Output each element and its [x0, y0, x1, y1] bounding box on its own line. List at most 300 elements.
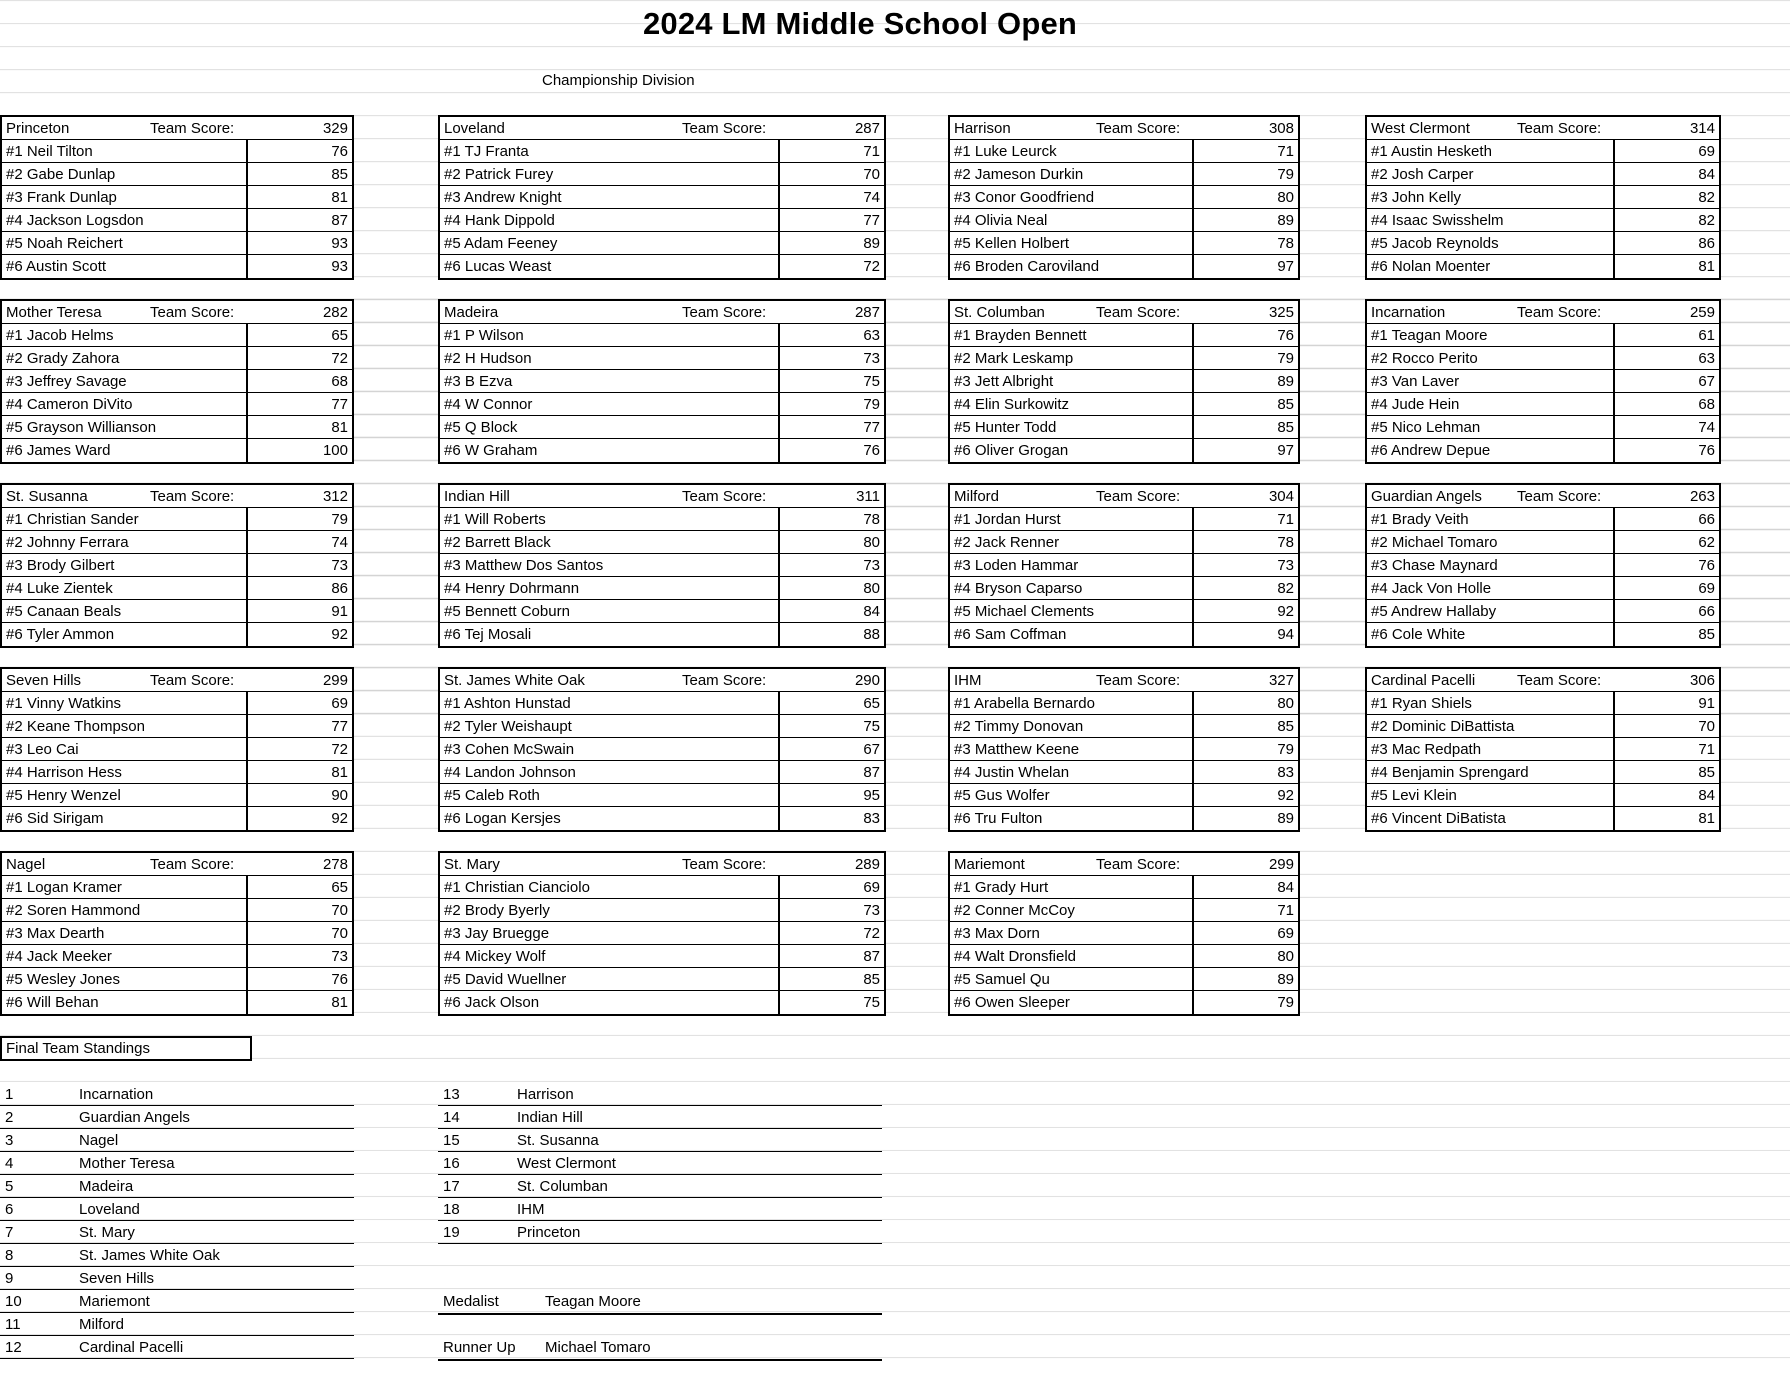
standings-team: St. Susanna — [517, 1132, 599, 1149]
team-score: 289 — [854, 856, 880, 873]
player-score: 93 — [331, 258, 348, 275]
player-row — [440, 991, 884, 1014]
standings-team: Milford — [79, 1316, 125, 1333]
team-score: 259 — [1689, 304, 1715, 321]
player-row — [1367, 784, 1719, 807]
team-name: West Clermont — [1371, 120, 1470, 137]
standings-rank: 18 — [443, 1201, 460, 1218]
player-score: 75 — [863, 373, 880, 390]
player-row — [950, 692, 1298, 715]
standings-row — [0, 1175, 354, 1198]
standings-row — [438, 1175, 882, 1198]
player-name: #5 Q Block — [440, 416, 780, 438]
player-row — [2, 324, 352, 347]
player-name: #2 Barrett Black — [440, 531, 780, 553]
player-row — [950, 807, 1298, 830]
player-row — [950, 600, 1298, 623]
player-name: #2 Jack Renner — [950, 531, 1194, 553]
team-header-row — [950, 853, 1298, 876]
standings-team: Madeira — [79, 1178, 134, 1195]
player-score: 90 — [331, 787, 348, 804]
player-score: 71 — [1277, 902, 1294, 919]
player-row — [2, 232, 352, 255]
team-score-label: Team Score: — [682, 488, 767, 505]
player-score: 82 — [1698, 189, 1715, 206]
team-score: 263 — [1689, 488, 1715, 505]
player-score: 81 — [1698, 258, 1715, 275]
team-score-label: Team Score: — [1096, 120, 1181, 137]
player-score: 92 — [1277, 603, 1294, 620]
player-name: #5 Noah Reichert — [2, 232, 248, 254]
standings-team: Harrison — [517, 1086, 574, 1103]
team-score: 287 — [854, 304, 880, 321]
player-row — [950, 255, 1298, 278]
player-score: 77 — [331, 396, 348, 413]
player-score: 65 — [863, 695, 880, 712]
player-score: 76 — [863, 442, 880, 459]
team-header-row — [2, 301, 352, 324]
player-row — [1367, 393, 1719, 416]
player-row — [2, 922, 352, 945]
player-score: 65 — [331, 879, 348, 896]
player-row — [2, 393, 352, 416]
player-name: #6 Nolan Moenter — [1367, 255, 1615, 278]
player-row — [440, 945, 884, 968]
player-name: #6 Cole White — [1367, 623, 1615, 646]
standings-row — [438, 1221, 882, 1244]
player-row — [440, 209, 884, 232]
player-row — [1367, 600, 1719, 623]
player-name: #5 Michael Clements — [950, 600, 1194, 622]
player-score: 89 — [1277, 212, 1294, 229]
team-card — [1365, 115, 1721, 280]
team-name: Harrison — [954, 120, 1011, 137]
team-score-label: Team Score: — [1517, 304, 1602, 321]
player-name: #2 Soren Hammond — [2, 899, 248, 921]
team-score-label: Team Score: — [1096, 304, 1181, 321]
player-score: 84 — [1277, 879, 1294, 896]
player-row — [950, 945, 1298, 968]
player-score: 63 — [1698, 350, 1715, 367]
player-score: 92 — [1277, 787, 1294, 804]
player-name: #4 Mickey Wolf — [440, 945, 780, 967]
player-score: 69 — [331, 695, 348, 712]
team-header-row — [950, 669, 1298, 692]
player-score: 94 — [1277, 626, 1294, 643]
standings-rank: 3 — [5, 1132, 14, 1149]
standings-row — [438, 1106, 882, 1129]
player-score: 66 — [1698, 603, 1715, 620]
player-row — [440, 692, 884, 715]
runner-up-label: Runner Up — [443, 1339, 516, 1356]
player-name: #3 Matthew Dos Santos — [440, 554, 780, 576]
player-name: #4 Jack Meeker — [2, 945, 248, 967]
standings-team: St. Columban — [517, 1178, 608, 1195]
player-row — [950, 899, 1298, 922]
player-score: 85 — [1698, 626, 1715, 643]
standings-team: Cardinal Pacelli — [79, 1339, 184, 1356]
player-row — [440, 623, 884, 646]
player-name: #2 Tyler Weishaupt — [440, 715, 780, 737]
player-score: 62 — [1698, 534, 1715, 551]
player-score: 66 — [1698, 511, 1715, 528]
player-name: #2 Grady Zahora — [2, 347, 248, 369]
player-name: #1 Ryan Shiels — [1367, 692, 1615, 714]
player-score: 84 — [1698, 787, 1715, 804]
player-name: #6 James Ward — [2, 439, 248, 462]
player-row — [2, 761, 352, 784]
player-score: 77 — [863, 212, 880, 229]
player-name: #1 Brayden Bennett — [950, 324, 1194, 346]
player-row — [1367, 416, 1719, 439]
player-name: #2 Mark Leskamp — [950, 347, 1194, 369]
standings-row — [0, 1290, 354, 1313]
team-card — [0, 483, 354, 648]
player-score: 79 — [1277, 350, 1294, 367]
player-score: 91 — [1698, 695, 1715, 712]
player-row — [1367, 554, 1719, 577]
player-score: 72 — [863, 258, 880, 275]
player-score: 70 — [863, 166, 880, 183]
player-name: #5 Canaan Beals — [2, 600, 248, 622]
player-row — [2, 209, 352, 232]
player-row — [440, 761, 884, 784]
player-row — [950, 186, 1298, 209]
standings-team: Mother Teresa — [79, 1155, 175, 1172]
player-name: #1 Jordan Hurst — [950, 508, 1194, 530]
player-score: 73 — [331, 948, 348, 965]
player-name: #3 Max Dearth — [2, 922, 248, 944]
player-name: #1 Logan Kramer — [2, 876, 248, 898]
player-name: #6 Vincent DiBatista — [1367, 807, 1615, 830]
player-score: 85 — [331, 166, 348, 183]
standings-rank: 11 — [5, 1316, 21, 1333]
player-row — [2, 738, 352, 761]
player-row — [2, 554, 352, 577]
standings-row — [0, 1129, 354, 1152]
player-name: #4 Isaac Swisshelm — [1367, 209, 1615, 231]
player-row — [950, 531, 1298, 554]
team-name: Nagel — [6, 856, 46, 873]
player-row — [950, 232, 1298, 255]
player-name: #6 Oliver Grogan — [950, 439, 1194, 462]
player-name: #6 W Graham — [440, 439, 780, 462]
player-score: 68 — [1698, 396, 1715, 413]
standings-row — [0, 1336, 354, 1359]
team-header-row — [2, 669, 352, 692]
player-name: #3 John Kelly — [1367, 186, 1615, 208]
standings-row — [0, 1198, 354, 1221]
player-score: 85 — [1698, 764, 1715, 781]
team-name: Seven Hills — [6, 672, 82, 689]
player-score: 82 — [1698, 212, 1715, 229]
player-row — [2, 899, 352, 922]
team-card — [948, 483, 1300, 648]
team-score: 306 — [1689, 672, 1715, 689]
player-name: #2 Josh Carper — [1367, 163, 1615, 185]
team-score-label: Team Score: — [1096, 856, 1181, 873]
standings-row — [0, 1267, 354, 1290]
player-row — [1367, 232, 1719, 255]
player-score: 71 — [1698, 741, 1715, 758]
player-score: 72 — [331, 350, 348, 367]
team-name: Mother Teresa — [6, 304, 102, 321]
player-name: #3 Matthew Keene — [950, 738, 1194, 760]
player-row — [440, 416, 884, 439]
player-row — [950, 922, 1298, 945]
player-row — [440, 370, 884, 393]
player-row — [1367, 255, 1719, 278]
player-name: #6 Jack Olson — [440, 991, 780, 1014]
player-row — [2, 255, 352, 278]
team-card — [0, 115, 354, 280]
player-row — [1367, 209, 1719, 232]
team-score-label: Team Score: — [1517, 672, 1602, 689]
player-score: 81 — [331, 764, 348, 781]
team-score: 314 — [1689, 120, 1715, 137]
player-name: #2 Conner McCoy — [950, 899, 1194, 921]
player-name: #5 Hunter Todd — [950, 416, 1194, 438]
player-row — [1367, 508, 1719, 531]
player-score: 61 — [1698, 327, 1715, 344]
player-name: #4 Cameron DiVito — [2, 393, 248, 415]
player-row — [950, 991, 1298, 1014]
player-score: 76 — [1698, 557, 1715, 574]
player-row — [440, 255, 884, 278]
player-row — [440, 715, 884, 738]
player-name: #2 Jameson Durkin — [950, 163, 1194, 185]
player-name: #5 Levi Klein — [1367, 784, 1615, 806]
team-name: IHM — [954, 672, 982, 689]
team-card — [0, 667, 354, 832]
player-name: #5 Andrew Hallaby — [1367, 600, 1615, 622]
team-card — [0, 851, 354, 1016]
team-card — [438, 115, 886, 280]
player-score: 93 — [331, 235, 348, 252]
player-row — [440, 899, 884, 922]
standings-rank: 16 — [443, 1155, 460, 1172]
standings-row — [0, 1106, 354, 1129]
player-score: 81 — [331, 189, 348, 206]
player-score: 68 — [331, 373, 348, 390]
team-card — [948, 299, 1300, 464]
player-score: 78 — [863, 511, 880, 528]
player-name: #2 Brody Byerly — [440, 899, 780, 921]
standings-rank: 12 — [5, 1339, 22, 1356]
player-row — [440, 232, 884, 255]
player-score: 73 — [863, 557, 880, 574]
team-name: Incarnation — [1371, 304, 1446, 321]
player-row — [950, 784, 1298, 807]
player-name: #3 Leo Cai — [2, 738, 248, 760]
player-score: 79 — [1277, 994, 1294, 1011]
player-row — [950, 324, 1298, 347]
player-score: 76 — [331, 971, 348, 988]
team-header-row — [440, 853, 884, 876]
player-score: 82 — [1277, 580, 1294, 597]
player-name: #6 Broden Caroviland — [950, 255, 1194, 278]
player-row — [440, 508, 884, 531]
team-name: St. James White Oak — [444, 672, 585, 689]
medalist-name: Teagan Moore — [545, 1293, 641, 1310]
team-name: Guardian Angels — [1371, 488, 1482, 505]
player-row — [1367, 761, 1719, 784]
player-row — [2, 807, 352, 830]
player-score: 87 — [863, 764, 880, 781]
player-score: 81 — [1698, 810, 1715, 827]
standings-row — [0, 1221, 354, 1244]
player-score: 88 — [863, 626, 880, 643]
team-name: Indian Hill — [444, 488, 510, 505]
standings-team: Incarnation — [79, 1086, 154, 1103]
player-name: #6 Tej Mosali — [440, 623, 780, 646]
team-header-row — [440, 669, 884, 692]
team-score: 327 — [1268, 672, 1294, 689]
player-row — [2, 370, 352, 393]
player-score: 71 — [1277, 511, 1294, 528]
player-name: #6 Logan Kersjes — [440, 807, 780, 830]
team-name: Cardinal Pacelli — [1371, 672, 1476, 689]
team-header-row — [440, 117, 884, 140]
standings-rank: 5 — [5, 1178, 14, 1195]
team-header-row — [440, 485, 884, 508]
player-row — [950, 577, 1298, 600]
player-score: 89 — [863, 235, 880, 252]
player-row — [950, 508, 1298, 531]
player-row — [950, 761, 1298, 784]
standings-rank: 19 — [443, 1224, 460, 1241]
player-row — [1367, 623, 1719, 646]
player-name: #3 Loden Hammar — [950, 554, 1194, 576]
standings-rank: 13 — [443, 1086, 460, 1103]
player-name: #5 Jacob Reynolds — [1367, 232, 1615, 254]
player-name: #3 Jett Albright — [950, 370, 1194, 392]
team-header-row — [1367, 117, 1719, 140]
player-name: #2 Michael Tomaro — [1367, 531, 1615, 553]
team-score-label: Team Score: — [682, 856, 767, 873]
player-name: #1 Arabella Bernardo — [950, 692, 1194, 714]
team-score-label: Team Score: — [682, 304, 767, 321]
player-name: #2 Patrick Furey — [440, 163, 780, 185]
player-row — [950, 416, 1298, 439]
player-name: #4 Luke Zientek — [2, 577, 248, 599]
team-score: 278 — [322, 856, 348, 873]
player-row — [2, 715, 352, 738]
player-score: 71 — [1277, 143, 1294, 160]
player-name: #4 Walt Dronsfield — [950, 945, 1194, 967]
team-card — [1365, 299, 1721, 464]
player-score: 69 — [1698, 143, 1715, 160]
standings-rank: 7 — [5, 1224, 14, 1241]
team-header-row — [950, 301, 1298, 324]
team-header-row — [1367, 485, 1719, 508]
player-row — [440, 393, 884, 416]
player-score: 70 — [331, 925, 348, 942]
player-row — [2, 531, 352, 554]
team-score: 312 — [322, 488, 348, 505]
team-score-label: Team Score: — [150, 856, 235, 873]
player-name: #1 Teagan Moore — [1367, 324, 1615, 346]
player-score: 77 — [863, 419, 880, 436]
player-score: 80 — [1277, 189, 1294, 206]
player-row — [440, 439, 884, 462]
player-row — [950, 370, 1298, 393]
team-score: 287 — [854, 120, 880, 137]
player-score: 91 — [331, 603, 348, 620]
standings-rank: 9 — [5, 1270, 14, 1287]
player-name: #1 TJ Franta — [440, 140, 780, 162]
player-name: #2 H Hudson — [440, 347, 780, 369]
standings-team: Loveland — [79, 1201, 140, 1218]
player-score: 84 — [1698, 166, 1715, 183]
player-row — [440, 876, 884, 899]
team-score-label: Team Score: — [1517, 120, 1602, 137]
player-name: #4 Justin Whelan — [950, 761, 1194, 783]
player-score: 69 — [1277, 925, 1294, 942]
player-score: 86 — [331, 580, 348, 597]
player-name: #3 Cohen McSwain — [440, 738, 780, 760]
team-score: 325 — [1268, 304, 1294, 321]
player-score: 97 — [1277, 442, 1294, 459]
team-score-label: Team Score: — [150, 120, 235, 137]
player-name: #3 Mac Redpath — [1367, 738, 1615, 760]
standings-row — [0, 1152, 354, 1175]
player-row — [1367, 577, 1719, 600]
team-name: Loveland — [444, 120, 505, 137]
team-header-row — [2, 117, 352, 140]
player-name: #6 Will Behan — [2, 991, 248, 1014]
standings-row — [0, 1083, 354, 1106]
player-row — [440, 140, 884, 163]
team-card — [438, 851, 886, 1016]
player-name: #3 Chase Maynard — [1367, 554, 1615, 576]
team-card — [948, 115, 1300, 280]
player-score: 65 — [331, 327, 348, 344]
team-score-label: Team Score: — [150, 488, 235, 505]
player-row — [950, 393, 1298, 416]
player-name: #1 Christian Cianciolo — [440, 876, 780, 898]
player-score: 86 — [1698, 235, 1715, 252]
player-name: #4 W Connor — [440, 393, 780, 415]
team-header-row — [950, 485, 1298, 508]
player-name: #6 Tyler Ammon — [2, 623, 248, 646]
standings-row — [0, 1313, 354, 1336]
team-header-row — [2, 853, 352, 876]
player-score: 73 — [863, 902, 880, 919]
player-name: #3 Van Laver — [1367, 370, 1615, 392]
team-score-label: Team Score: — [682, 120, 767, 137]
player-row — [1367, 163, 1719, 186]
player-name: #4 Henry Dohrmann — [440, 577, 780, 599]
player-name: #4 Jackson Logsdon — [2, 209, 248, 231]
player-name: #4 Elin Surkowitz — [950, 393, 1194, 415]
player-name: #1 Jacob Helms — [2, 324, 248, 346]
player-score: 78 — [1277, 235, 1294, 252]
player-score: 78 — [1277, 534, 1294, 551]
player-score: 72 — [331, 741, 348, 758]
player-row — [1367, 140, 1719, 163]
standings-row — [438, 1083, 882, 1106]
player-row — [440, 922, 884, 945]
page-title: 2024 LM Middle School Open — [642, 6, 1078, 41]
player-row — [950, 347, 1298, 370]
player-score: 80 — [863, 580, 880, 597]
player-score: 79 — [1277, 166, 1294, 183]
standings-team: St. James White Oak — [79, 1247, 220, 1264]
team-card — [1365, 483, 1721, 648]
player-name: #5 Nico Lehman — [1367, 416, 1615, 438]
player-score: 79 — [331, 511, 348, 528]
